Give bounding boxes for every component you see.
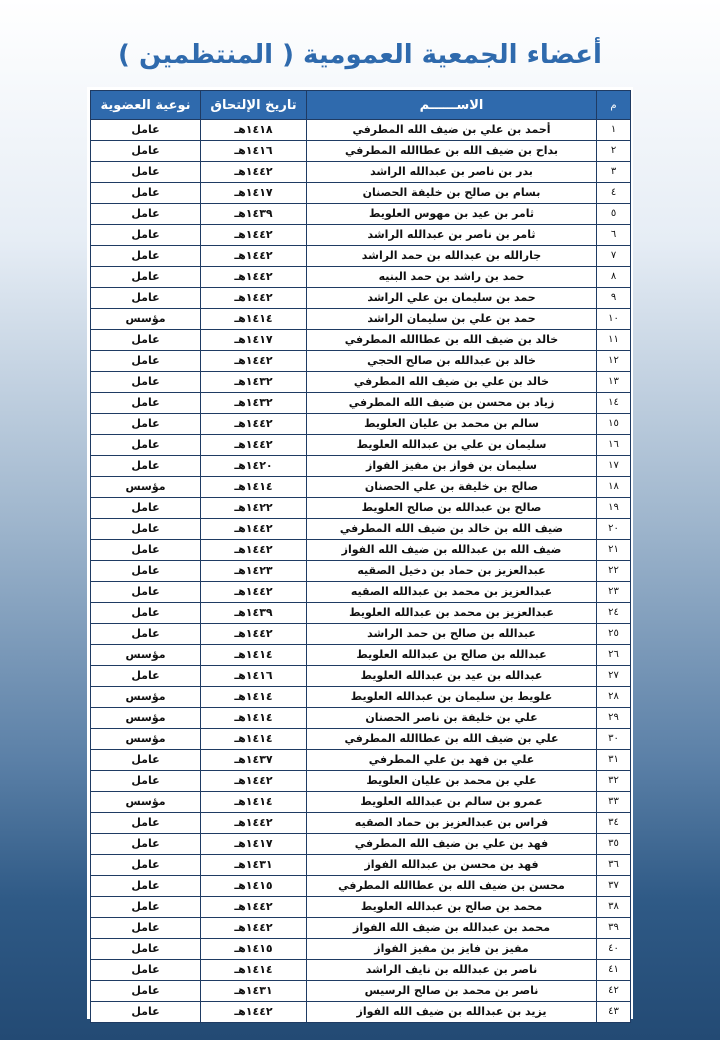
member-join-date: ١٤٤٢هـ — [201, 918, 307, 939]
table-row — [91, 771, 631, 792]
member-join-date: ١٤٤٢هـ — [201, 162, 307, 183]
member-type: عامل — [91, 330, 201, 351]
member-name: فهد بن علي بن ضيف الله المطرفي — [307, 834, 597, 855]
member-number: ٢٥ — [597, 624, 631, 645]
member-join-date: ١٤٣٩هـ — [201, 603, 307, 624]
member-join-date: ١٤١٦هـ — [201, 141, 307, 162]
member-number: ١٣ — [597, 372, 631, 393]
member-type: عامل — [91, 120, 201, 141]
member-number: ٣ — [597, 162, 631, 183]
member-type: عامل — [91, 981, 201, 1002]
member-join-date: ١٤١٤هـ — [201, 708, 307, 729]
table-row — [91, 435, 631, 456]
table-row — [91, 1002, 631, 1023]
table-row — [91, 834, 631, 855]
member-type: عامل — [91, 498, 201, 519]
member-join-date: ١٤١٤هـ — [201, 729, 307, 750]
member-name: علي بن ضيف الله بن عطاالله المطرفي — [307, 729, 597, 750]
member-join-date: ١٤٣٩هـ — [201, 204, 307, 225]
member-join-date: ١٤١٤هـ — [201, 645, 307, 666]
member-type: عامل — [91, 162, 201, 183]
member-type: مؤسس — [91, 477, 201, 498]
member-number: ٣٦ — [597, 855, 631, 876]
member-name: ثامر بن ناصر بن عبدالله الراشد — [307, 225, 597, 246]
member-name: حمد بن علي بن سليمان الراشد — [307, 309, 597, 330]
header-row — [91, 91, 631, 120]
member-join-date: ١٤١٥هـ — [201, 939, 307, 960]
table-row — [91, 141, 631, 162]
table-row — [91, 792, 631, 813]
member-join-date: ١٤٤٢هـ — [201, 246, 307, 267]
table-row — [91, 918, 631, 939]
member-name: عبدالله بن صالح بن حمد الراشد — [307, 624, 597, 645]
table-row — [91, 162, 631, 183]
table-row — [91, 372, 631, 393]
member-type: عامل — [91, 624, 201, 645]
member-type: عامل — [91, 561, 201, 582]
member-join-date: ١٤٤٢هـ — [201, 897, 307, 918]
member-name: خالد بن ضيف الله بن عطاالله المطرفي — [307, 330, 597, 351]
member-name: سالم بن محمد بن عليان العلويط — [307, 414, 597, 435]
table-row — [91, 519, 631, 540]
table-row — [91, 981, 631, 1002]
header-membership-type: نوعية العضوية — [91, 91, 201, 120]
member-number: ٦ — [597, 225, 631, 246]
member-number: ٣٨ — [597, 897, 631, 918]
member-name: عبدالله بن عيد بن عبدالله العلويط — [307, 666, 597, 687]
member-join-date: ١٤٤٢هـ — [201, 771, 307, 792]
member-type: عامل — [91, 246, 201, 267]
member-number: ١٩ — [597, 498, 631, 519]
member-type: عامل — [91, 918, 201, 939]
member-type: عامل — [91, 372, 201, 393]
table-row — [91, 477, 631, 498]
member-name: زياد بن محسن بن ضيف الله المطرفي — [307, 393, 597, 414]
table-row — [91, 183, 631, 204]
member-number: ٤٢ — [597, 981, 631, 1002]
table-row — [91, 813, 631, 834]
member-number: ٨ — [597, 267, 631, 288]
member-join-date: ١٤٤٢هـ — [201, 540, 307, 561]
member-join-date: ١٤١٨هـ — [201, 120, 307, 141]
table-row — [91, 729, 631, 750]
table-row — [91, 204, 631, 225]
member-name: عمرو بن سالم بن عبدالله العلويط — [307, 792, 597, 813]
member-number: ٢٩ — [597, 708, 631, 729]
member-number: ٣٩ — [597, 918, 631, 939]
member-type: عامل — [91, 813, 201, 834]
member-type: مؤسس — [91, 309, 201, 330]
member-number: ١١ — [597, 330, 631, 351]
table-row — [91, 645, 631, 666]
table-row — [91, 897, 631, 918]
member-rows — [91, 120, 631, 1023]
member-name: ضيف الله بن عبدالله بن ضيف الله الفواز — [307, 540, 597, 561]
member-type: مؤسس — [91, 792, 201, 813]
member-join-date: ١٤٤٢هـ — [201, 435, 307, 456]
member-name: ثامر بن عيد بن مهوس العلويط — [307, 204, 597, 225]
member-name: علي بن خليفة بن ناصر الحصنان — [307, 708, 597, 729]
member-number: ٣٣ — [597, 792, 631, 813]
member-name: عبدالعزيز بن محمد بن عبدالله الصقيه — [307, 582, 597, 603]
member-type: عامل — [91, 141, 201, 162]
table-row — [91, 855, 631, 876]
table-row — [91, 540, 631, 561]
table-row — [91, 288, 631, 309]
member-join-date: ١٤١٤هـ — [201, 792, 307, 813]
member-join-date: ١٤٤٢هـ — [201, 414, 307, 435]
member-join-date: ١٤١٥هـ — [201, 876, 307, 897]
member-number: ٣٤ — [597, 813, 631, 834]
member-join-date: ١٤٤٢هـ — [201, 1002, 307, 1023]
member-number: ٢٣ — [597, 582, 631, 603]
member-join-date: ١٤١٦هـ — [201, 666, 307, 687]
member-name: محمد بن عبدالله بن ضيف الله الفواز — [307, 918, 597, 939]
member-number: ٢١ — [597, 540, 631, 561]
member-name: خالد بن علي بن ضيف الله المطرفي — [307, 372, 597, 393]
member-join-date: ١٤٣١هـ — [201, 981, 307, 1002]
table-row — [91, 456, 631, 477]
member-number: ١ — [597, 120, 631, 141]
table-row — [91, 960, 631, 981]
member-type: عامل — [91, 750, 201, 771]
member-type: مؤسس — [91, 729, 201, 750]
member-join-date: ١٤١٧هـ — [201, 834, 307, 855]
table-row — [91, 414, 631, 435]
member-type: عامل — [91, 225, 201, 246]
table-row — [91, 603, 631, 624]
member-number: ٣٥ — [597, 834, 631, 855]
member-type: عامل — [91, 897, 201, 918]
members-table — [90, 90, 631, 1023]
table-row — [91, 708, 631, 729]
member-join-date: ١٤٤٢هـ — [201, 582, 307, 603]
member-join-date: ١٤٤٢هـ — [201, 624, 307, 645]
table-row — [91, 666, 631, 687]
member-type: عامل — [91, 540, 201, 561]
member-type: عامل — [91, 1002, 201, 1023]
member-join-date: ١٤١٤هـ — [201, 477, 307, 498]
member-type: عامل — [91, 876, 201, 897]
member-join-date: ١٤١٤هـ — [201, 309, 307, 330]
member-name: ضيف الله بن خالد بن ضيف الله المطرفي — [307, 519, 597, 540]
member-join-date: ١٤٤٢هـ — [201, 351, 307, 372]
member-number: ١٧ — [597, 456, 631, 477]
member-join-date: ١٤٤٢هـ — [201, 288, 307, 309]
member-type: عامل — [91, 456, 201, 477]
member-number: ٧ — [597, 246, 631, 267]
table-row — [91, 876, 631, 897]
member-type: عامل — [91, 183, 201, 204]
header-join-date: تاريخ الإلتحاق — [201, 91, 307, 120]
member-name: مفيز بن فايز بن مفيز الفواز — [307, 939, 597, 960]
member-number: ٢٨ — [597, 687, 631, 708]
member-name: عبدالعزيز بن حماد بن دخيل الصقيه — [307, 561, 597, 582]
member-number: ٤ — [597, 183, 631, 204]
member-join-date: ١٤٣٧هـ — [201, 750, 307, 771]
member-type: عامل — [91, 414, 201, 435]
member-number: ٢ — [597, 141, 631, 162]
member-type: عامل — [91, 855, 201, 876]
member-type: عامل — [91, 582, 201, 603]
page-title: أعضاء الجمعية العمومية ( المنتظمين ) — [118, 40, 602, 70]
member-join-date: ١٤٤٢هـ — [201, 519, 307, 540]
member-type: عامل — [91, 771, 201, 792]
member-name: فراس بن عبدالعزيز بن حماد الصقيه — [307, 813, 597, 834]
table-row — [91, 498, 631, 519]
member-number: ٣٠ — [597, 729, 631, 750]
member-name: علي بن فهد بن علي المطرفي — [307, 750, 597, 771]
member-name: أحمد بن علي بن ضيف الله المطرفي — [307, 120, 597, 141]
member-type: عامل — [91, 351, 201, 372]
member-name: بدر بن ناصر بن عبدالله الراشد — [307, 162, 597, 183]
member-number: ٥ — [597, 204, 631, 225]
member-name: عبدالله بن صالح بن عبدالله العلويط — [307, 645, 597, 666]
member-number: ٢٢ — [597, 561, 631, 582]
member-type: عامل — [91, 288, 201, 309]
member-name: حمد بن سليمان بن علي الراشد — [307, 288, 597, 309]
member-name: ناصر بن عبدالله بن نايف الراشد — [307, 960, 597, 981]
member-name: محمد بن صالح بن عبدالله العلويط — [307, 897, 597, 918]
table-row — [91, 267, 631, 288]
member-name: جارالله بن عبدالله بن حمد الراشد — [307, 246, 597, 267]
member-type: عامل — [91, 204, 201, 225]
member-name: حمد بن راشد بن حمد البنيه — [307, 267, 597, 288]
member-number: ١٠ — [597, 309, 631, 330]
member-join-date: ١٤٤٢هـ — [201, 813, 307, 834]
table-row — [91, 120, 631, 141]
member-name: خالد بن عبدالله بن صالح الحجي — [307, 351, 597, 372]
table-row — [91, 687, 631, 708]
member-number: ٤١ — [597, 960, 631, 981]
member-name: علويط بن سليمان بن عبدالله العلويط — [307, 687, 597, 708]
member-number: ٣٢ — [597, 771, 631, 792]
member-number: ٤٠ — [597, 939, 631, 960]
member-name: فهد بن محسن بن عبدالله الفواز — [307, 855, 597, 876]
member-type: عامل — [91, 834, 201, 855]
member-join-date: ١٤١٧هـ — [201, 330, 307, 351]
member-number: ٢٠ — [597, 519, 631, 540]
table-row — [91, 393, 631, 414]
member-type: مؤسس — [91, 645, 201, 666]
header-number: م — [597, 91, 631, 120]
member-join-date: ١٤٣٢هـ — [201, 372, 307, 393]
member-type: مؤسس — [91, 687, 201, 708]
member-number: ٣١ — [597, 750, 631, 771]
member-name: يزيد بن عبدالله بن ضيف الله الفواز — [307, 1002, 597, 1023]
member-number: ١٤ — [597, 393, 631, 414]
member-type: عامل — [91, 939, 201, 960]
member-name: صالح بن خليفة بن علي الحصنان — [307, 477, 597, 498]
member-name: صالح بن عبدالله بن صالح العلويط — [307, 498, 597, 519]
member-join-date: ١٤٢٣هـ — [201, 561, 307, 582]
table-row — [91, 330, 631, 351]
member-join-date: ١٤١٤هـ — [201, 960, 307, 981]
member-join-date: ١٤١٤هـ — [201, 687, 307, 708]
member-type: عامل — [91, 393, 201, 414]
member-name: بسام بن صالح بن خليفة الحصنان — [307, 183, 597, 204]
member-join-date: ١٤٢٢هـ — [201, 498, 307, 519]
member-number: ٤٣ — [597, 1002, 631, 1023]
member-join-date: ١٤١٧هـ — [201, 183, 307, 204]
member-name: عبدالعزيز بن محمد بن عبدالله العلويط — [307, 603, 597, 624]
member-join-date: ١٤٣٢هـ — [201, 393, 307, 414]
member-join-date: ١٤٤٢هـ — [201, 225, 307, 246]
table-row — [91, 225, 631, 246]
member-number: ٢٧ — [597, 666, 631, 687]
member-number: ٢٤ — [597, 603, 631, 624]
table-row — [91, 582, 631, 603]
member-name: سليمان بن علي بن عبدالله العلويط — [307, 435, 597, 456]
member-number: ١٦ — [597, 435, 631, 456]
member-join-date: ١٤٢٠هـ — [201, 456, 307, 477]
member-name: سليمان بن فواز بن مفيز الفواز — [307, 456, 597, 477]
member-name: علي بن محمد بن عليان العلويط — [307, 771, 597, 792]
member-type: عامل — [91, 603, 201, 624]
member-type: مؤسس — [91, 708, 201, 729]
member-type: عامل — [91, 519, 201, 540]
table-row — [91, 750, 631, 771]
member-type: عامل — [91, 267, 201, 288]
table-row — [91, 351, 631, 372]
member-number: ١٢ — [597, 351, 631, 372]
member-number: ٩ — [597, 288, 631, 309]
table-row — [91, 939, 631, 960]
member-number: ٣٧ — [597, 876, 631, 897]
table-row — [91, 246, 631, 267]
member-number: ١٥ — [597, 414, 631, 435]
member-type: عامل — [91, 666, 201, 687]
member-join-date: ١٤٣١هـ — [201, 855, 307, 876]
member-join-date: ١٤٤٢هـ — [201, 267, 307, 288]
member-number: ١٨ — [597, 477, 631, 498]
table-row — [91, 624, 631, 645]
member-type: عامل — [91, 960, 201, 981]
member-name: ناصر بن محمد بن صالح الرسيس — [307, 981, 597, 1002]
table-row — [91, 561, 631, 582]
member-type: عامل — [91, 435, 201, 456]
member-number: ٢٦ — [597, 645, 631, 666]
table-row — [91, 309, 631, 330]
member-name: محسن بن ضيف الله بن عطاالله المطرفي — [307, 876, 597, 897]
member-name: بداح بن ضيف الله بن عطاالله المطرفي — [307, 141, 597, 162]
header-name: الاســــــم — [307, 91, 597, 120]
